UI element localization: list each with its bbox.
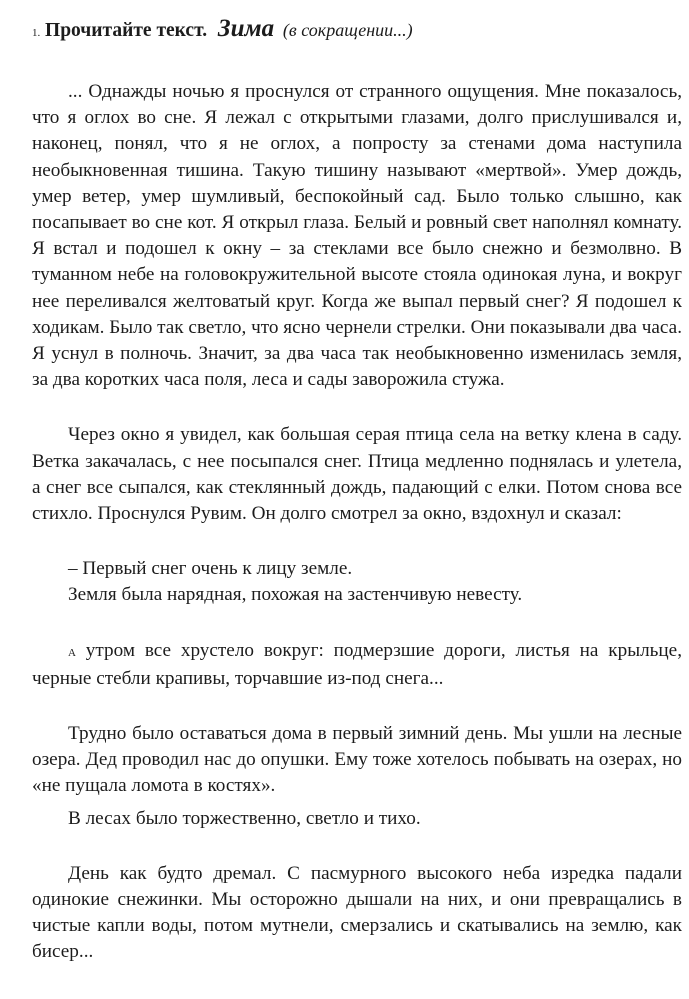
- text-subtitle: (в сокращении...): [282, 20, 413, 40]
- task-header: [32, 14, 682, 44]
- paragraph-4-marker: А: [68, 646, 76, 659]
- task-instruction: Прочитайте текст.: [45, 20, 208, 41]
- paragraph-5: Трудно было оставаться дома в первый зимний день. Мы ушли на лесные озера. Дед проводил нас до опушки. Ему тоже хотелось побывать на озерах, но «не пущала ломота в костях».: [32, 723, 682, 797]
- paragraph-3: Земля была нарядная, похожая на застенчивую невесту.: [68, 584, 523, 606]
- text-title: Зима: [217, 15, 275, 42]
- paragraph-4: [32, 638, 682, 692]
- paragraph-7: День как будто дремал. С пасмурного высокого неба изредка падали одинокие снежинки. Мы осторожно дышали на них, и они превращались в чистые капли воды, потом мутнели, смерзались и скатывались на землю, как бисер...: [32, 862, 682, 963]
- dialogue-line: – Первый снег очень к лицу земле.: [68, 558, 353, 580]
- paragraph-4-text: утром все хрустело вокруг: подмерзшие дороги, листья на крыльце, черные стебли крапивы, торчавшие из-под снега...: [32, 639, 683, 689]
- paragraph-6: В лесах было торжественно, светло и тихо.: [68, 807, 421, 829]
- paragraph-1: ... Однажды ночью я проснулся от странного ощущения. Мне показалось, что я оглох во сне. Я лежал с открытыми глазами, долго прислушивался и, наконец, понял, что я не оглох, а попросту за стенами дома наступила необыкновенная тишина. Такую тишину называют «мертвой». Умер дождь, умер ветер, умер шумливый, беспокойный сад. Было только слышно, как посапывает во сне кот. Я открыл глаза. Белый и ровный свет наполнял комнату. Я встал и подошел к окну – за стеклами все было снежно и безмолвно. В туманном небе на головокружительной высоте стояла одинокая луна, и вокруг нее переливался желтоватый круг. Когда же выпал первый снег? Я подошел к ходикам. Было так светло, что ясно чернели стрелки. Они показывали два часа. Я уснул в полночь. Значит, за два часа так необыкновенно изменилась земля, за два коротких часа поля, леса и сады заворожила стужа.: [32, 81, 682, 391]
- task-number: 1.: [32, 27, 41, 39]
- paragraph-2: Через окно я увидел, как большая серая птица села на ветку клена в саду. Ветка закачалась, с нее посыпался снег. Птица медленно поднялась и улетела, а снег все сыпался, как стеклянный дождь, падающий с елки. Потом снова все стихло. Проснулся Рувим. Он долго смотрел за окно, вздохнул и сказал:: [32, 424, 682, 525]
